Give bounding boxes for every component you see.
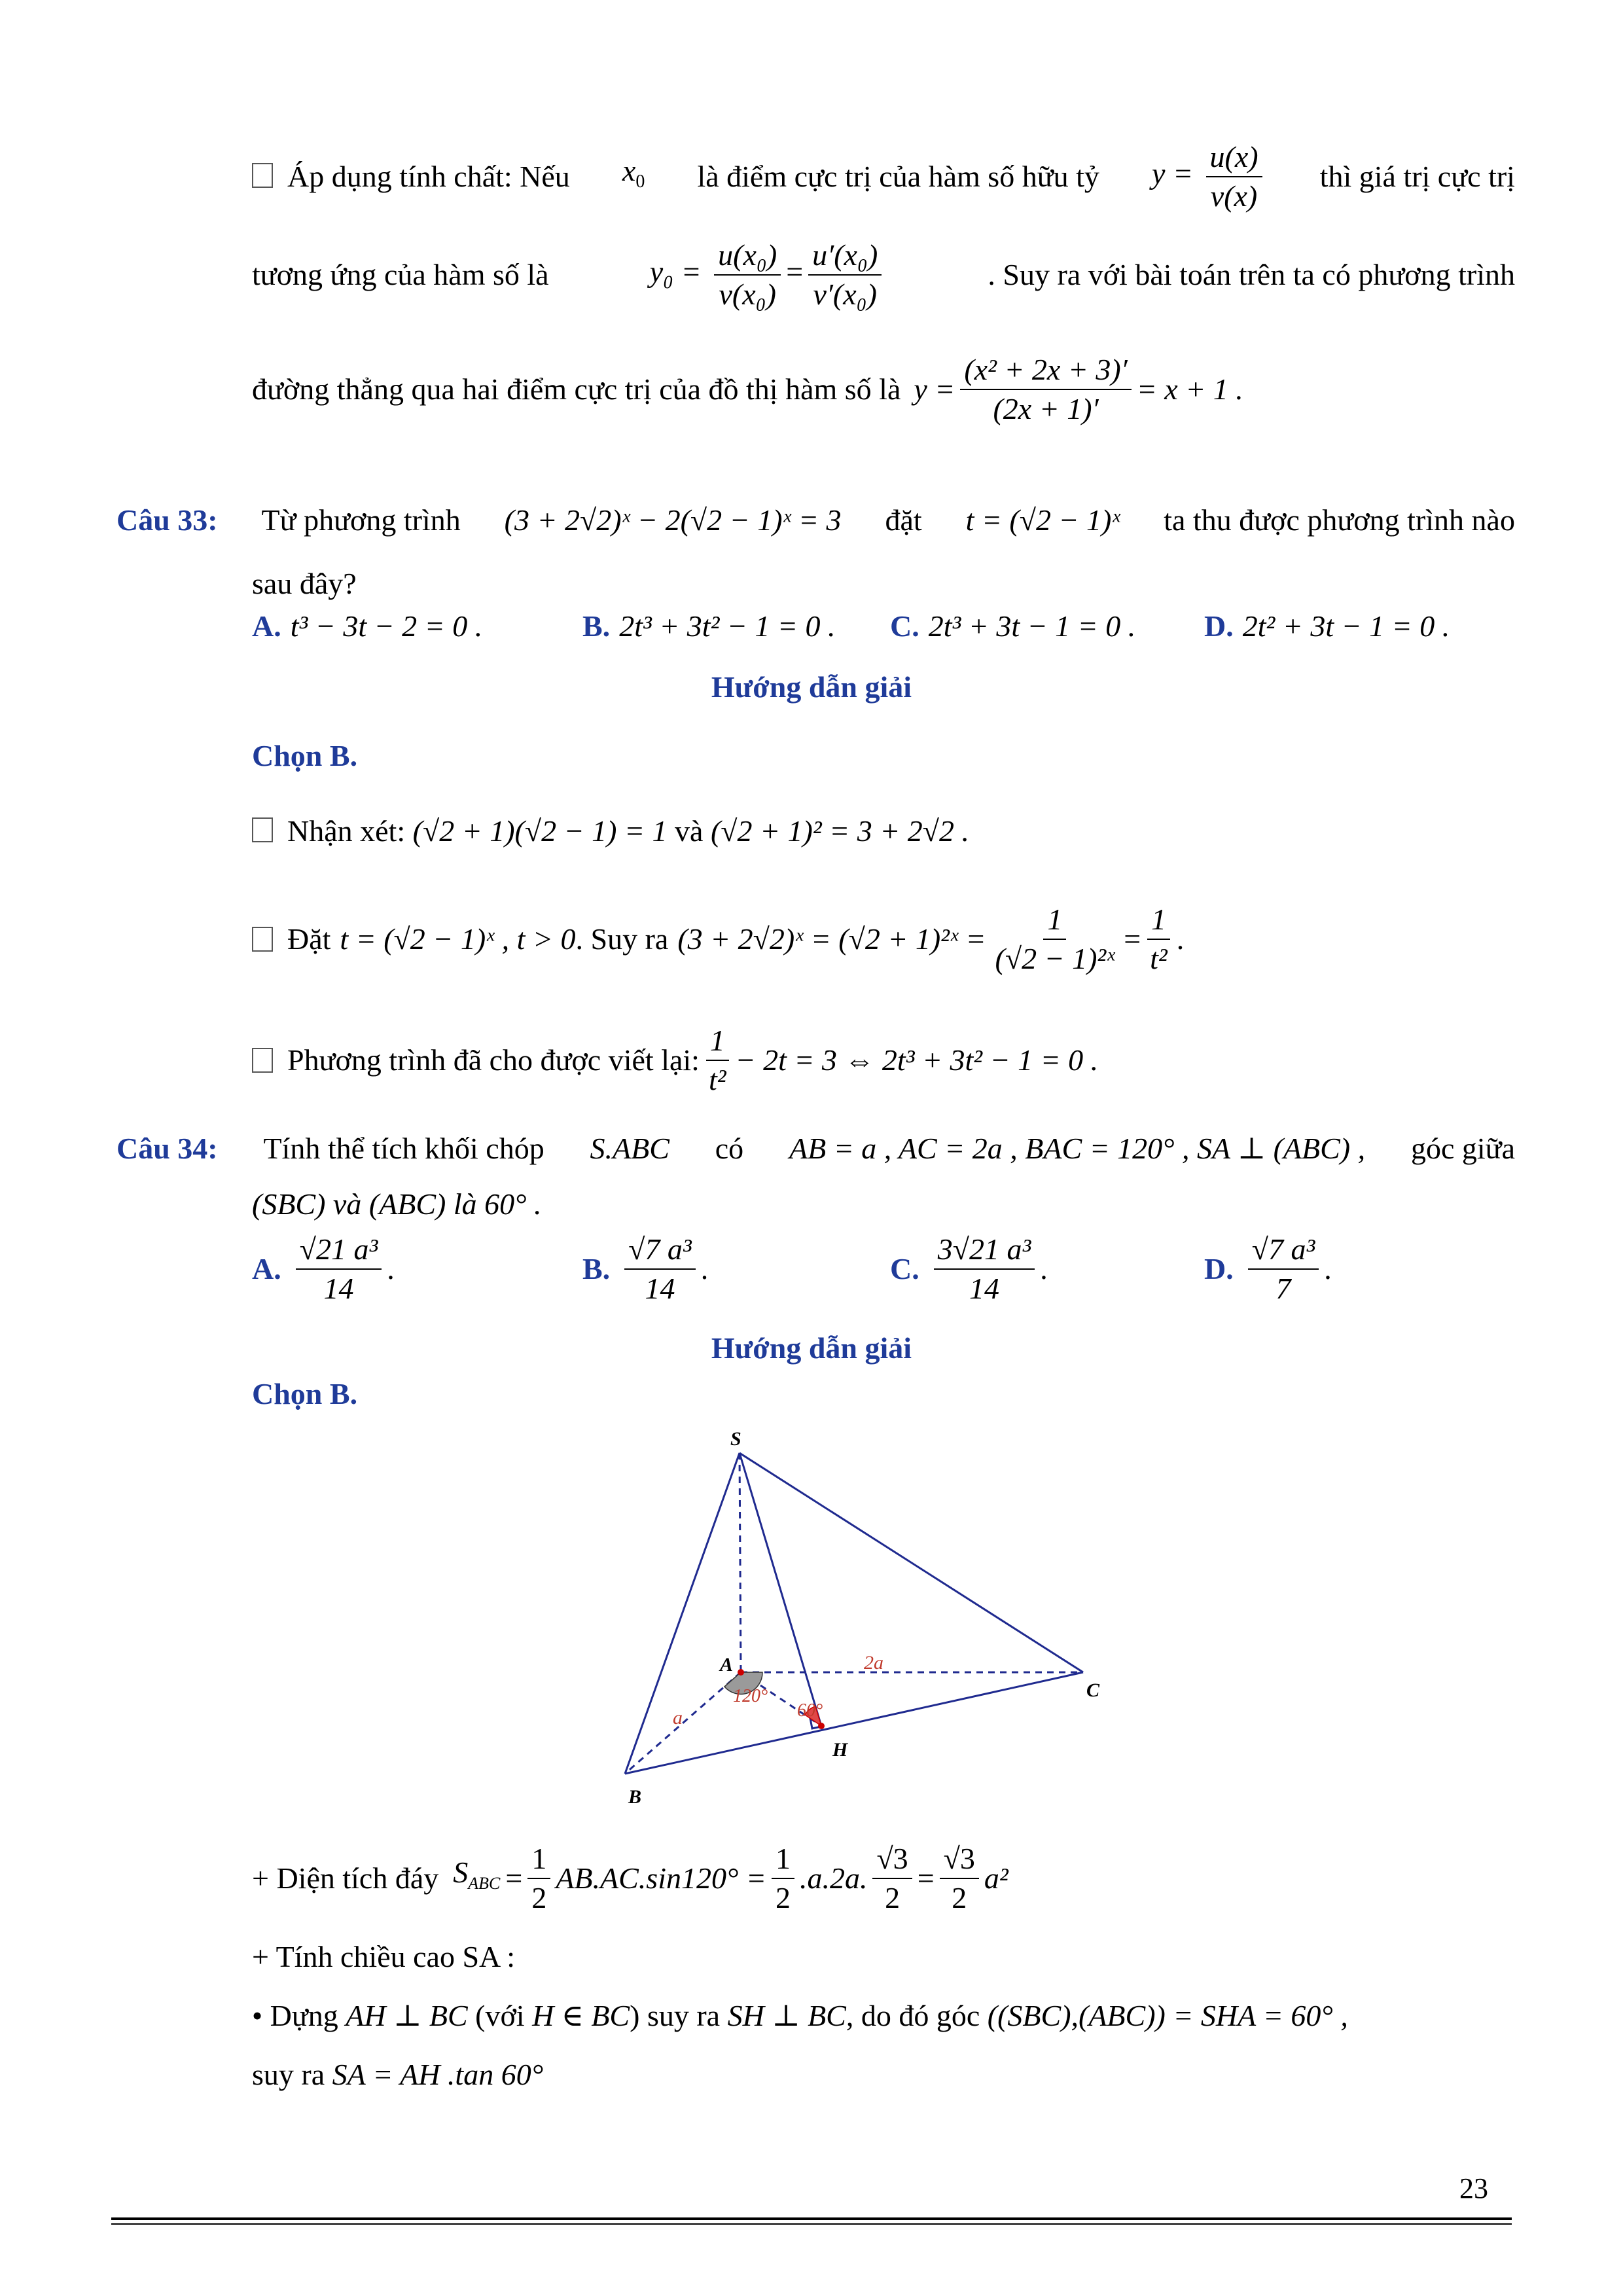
- q34-choice: Chọn B.: [252, 1377, 358, 1410]
- q33-step-3: Phương trình đã cho được viết lại: $\frac{1}{\text{t²}}$ − 2t = 3 ⇔ 2t³ + 3t² − 1 = 0 .: [252, 1018, 1098, 1103]
- q33-option-d[interactable]: D. 2t² + 3t − 1 = 0 .: [1204, 609, 1450, 643]
- q33-label: Câu 33:: [116, 503, 218, 537]
- q33-guide-title: Hướng dẫn giải: [711, 670, 912, 704]
- fraction-one-over-t2-b: $\frac{1}{\text{t²}}$: [705, 1022, 730, 1099]
- q34-options: [252, 1230, 1515, 1322]
- q34-option-a[interactable]: A. $\frac{\text{√21 a³}}{14}$ .: [252, 1230, 395, 1308]
- checkbox-bullet-icon: [252, 927, 273, 952]
- q34-option-b[interactable]: B. $\frac{\text{√7 a³}}{14}$ .: [582, 1230, 708, 1308]
- intro-line-2: tương ứng của hàm số là y₀ = $\frac{\text{u(x₀)}}{\text{v(x₀)}}$ = $\frac{\text{u′(x₀)}}{\text{v′(x₀)}}$ . Suy ra với bài toán trên ta có phương trình: [252, 232, 1515, 317]
- edge-bc: [625, 1672, 1083, 1774]
- checkbox-bullet-icon: [252, 817, 273, 842]
- q34-label: Câu 34:: [116, 1132, 218, 1165]
- label-a: A: [720, 1654, 734, 1676]
- label-side-a: a: [673, 1707, 683, 1729]
- q34-bullet-1: • Dựng AH ⊥ BC (với H ∈ BC) suy ra SH ⊥ BC, do đó góc ((SBC),(ABC)) = SHA = 60° ,: [252, 1999, 1348, 2032]
- q34-option-c[interactable]: C. $\frac{\text{3√21 a³}}{14}$ .: [890, 1230, 1048, 1308]
- q34-height: + Tính chiều cao SA :: [252, 1940, 515, 1973]
- fraction-one-over-t2: $\frac{1}{\text{t²}}$: [1146, 901, 1171, 978]
- fraction-one-over-power: $\frac{1}{\text{(√2 − 1)²ˣ}}$: [991, 901, 1119, 978]
- q33-option-b[interactable]: B. 2t³ + 3t² − 1 = 0 .: [582, 609, 836, 643]
- pyramid-figure: [589, 1414, 1152, 1820]
- page-number: 23: [1459, 2172, 1488, 2204]
- q33-choice: Chọn B.: [252, 739, 358, 772]
- label-b: B: [628, 1786, 642, 1808]
- q34-line-1: Câu 34: Tính thể tích khối chóp S.ABC có AB = a , AC = 2a , BAC = 120° , SA ⊥ (ABC) , góc giữa: [116, 1129, 1515, 1168]
- checkbox-bullet-icon: [252, 1048, 273, 1073]
- fraction-du0-over-dv0: $\frac{\text{u′(x₀)}}{\text{v′(x₀)}}$: [808, 236, 882, 314]
- label-h: H: [832, 1739, 848, 1761]
- q33-option-a[interactable]: A. t³ − 3t − 2 = 0 .: [252, 609, 483, 643]
- q33-line-2: sau đây?: [252, 567, 357, 600]
- q34-guide-title: Hướng dẫn giải: [711, 1331, 912, 1365]
- edge-sa: [740, 1453, 741, 1672]
- q33-option-c[interactable]: C. 2t³ + 3t − 1 = 0 .: [890, 609, 1136, 643]
- fraction-u0-over-v0: $\frac{\text{u(x₀)}}{\text{v(x₀)}}$: [714, 236, 781, 314]
- q33-line-1: Câu 33: Từ phương trình (3 + 2√2)ˣ − 2(√2 − 1)ˣ = 3 đặt t = (√2 − 1)ˣ ta thu được phương trình nào: [116, 501, 1515, 540]
- checkbox-bullet-icon: [252, 163, 273, 188]
- label-side-2a: 2a: [864, 1652, 883, 1674]
- fraction-u-over-v: $\frac{u(x)}{v(x)}$: [1206, 138, 1262, 215]
- q33-step-1: Nhận xét: (√2 + 1)(√2 − 1) = 1 và (√2 + 1)² = 3 + 2√2 .: [252, 812, 969, 851]
- label-angle-120: 120°: [733, 1686, 768, 1706]
- label-angle-60: 60°: [797, 1700, 823, 1721]
- q34-bullet-2: suy ra SA = AH .tan 60°: [252, 2058, 544, 2091]
- q33-options: [252, 609, 1515, 655]
- intro-line-3: đường thẳng qua hai điểm cực trị của đồ thị hàm số là y = $\frac{\text{(x² + 2x + 3)′}}{(2x + 1)'}$ = x + 1 .: [252, 337, 1243, 442]
- q34-area: + Diện tích đáy $S_{ABC}$ = $\frac{1}{2}$ AB.AC.sin120° = $\frac{1}{2}$ .a.2a. $\frac{√3}{2}$ = $\frac{√3}{2}$ a²: [252, 1833, 1008, 1924]
- intro-line-1: Áp dụng tính chất: Nếu $x_0$ là điểm cực trị của hàm số hữu tỷ y = $\frac{u(x)}{v(x)}$ thì giá trị cực trị: [252, 141, 1515, 213]
- q34-line-2: (SBC) và (ABC) là 60° .: [252, 1187, 542, 1221]
- q34-option-d[interactable]: D. $\frac{\text{√7 a³}}{7}$ .: [1204, 1230, 1332, 1308]
- label-c: C: [1086, 1679, 1100, 1701]
- footer-rule: [111, 2217, 1512, 2220]
- label-s: S: [730, 1428, 741, 1450]
- fraction-derivative: $\frac{\text{(x² + 2x + 3)′}}{(2x + 1)'}$: [960, 351, 1131, 428]
- q33-step-2: Đặt t = (√2 − 1)ˣ , t > 0 . Suy ra (3 + 2√2)ˣ = (√2 + 1)²ˣ = $\frac{1}{\text{(√2 − 1)²ˣ}}$ = $\frac{1}{\text{t²}}$ .: [252, 890, 1184, 988]
- edge-sc: [740, 1453, 1083, 1672]
- footer-rule-thin: [111, 2223, 1512, 2225]
